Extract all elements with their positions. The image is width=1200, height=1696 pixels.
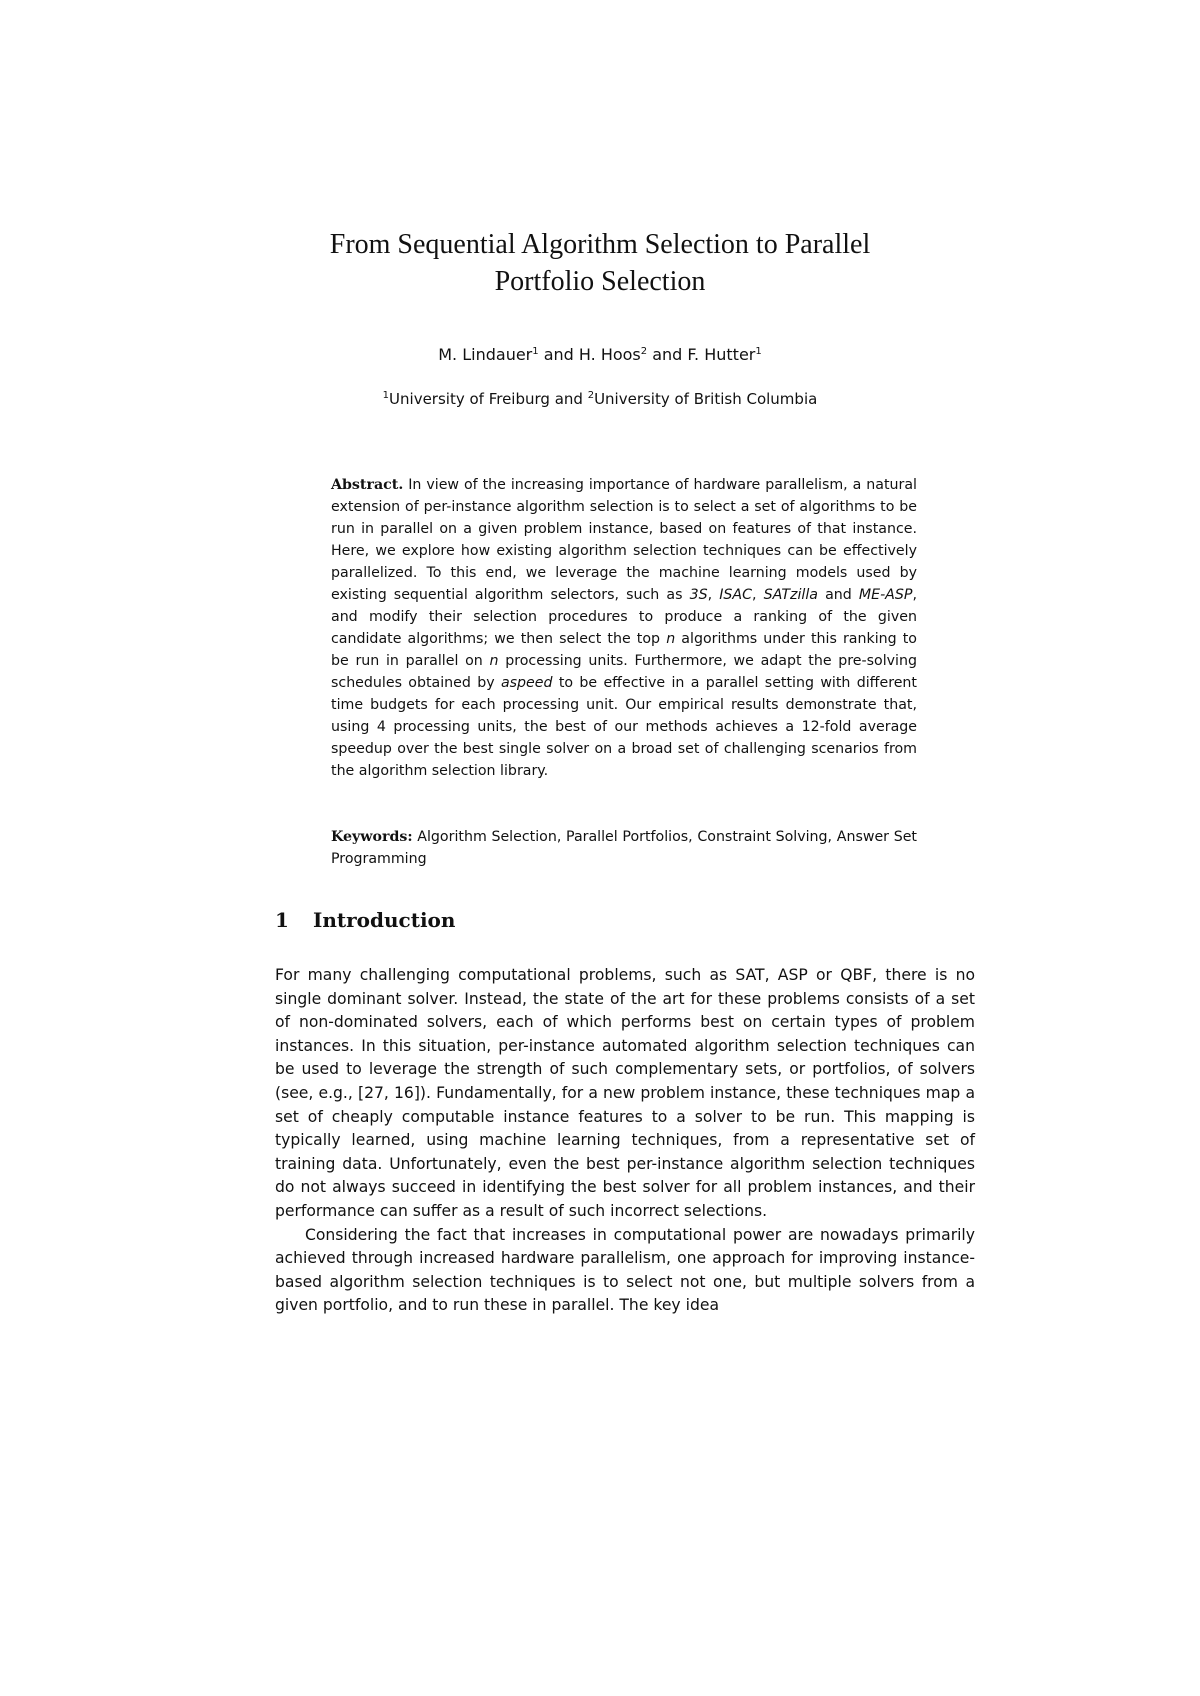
- keywords-text: Algorithm Selection, Parallel Portfolios, Constraint Solving, Answer Set Programming: [331, 829, 917, 867]
- system-name: aspeed: [500, 675, 553, 691]
- author-hoos: and H. Hoos: [538, 345, 641, 364]
- abstract-text: algorithms under this ranking to be run in parallel on: [331, 631, 917, 669]
- author-affiliation-mark: 2: [640, 346, 648, 357]
- abstract-label: Abstract.: [331, 477, 404, 493]
- affiliation-mark: 2: [587, 390, 595, 401]
- section-title: Introduction: [313, 908, 456, 932]
- affiliation-freiburg: University of Freiburg and: [389, 390, 588, 408]
- system-name: ISAC: [719, 587, 753, 603]
- introduction-paragraph-2: Considering the fact that increases in computational power are nowadays primarily achieved through increased hardware parallelism, one approach for improving instance-based algorithm selection techniques is to select not one, but multiple solvers from a given portfolio, and to run these in parallel. The key idea: [275, 1225, 975, 1315]
- section-heading-introduction: [275, 908, 975, 932]
- system-name: 3S: [689, 587, 708, 603]
- introduction-body: [275, 964, 975, 1318]
- introduction-paragraph-1: For many challenging computational problems, such as SAT, ASP or QBF, there is no single dominant solver. Instead, the state of the art for these problems consists of a set of non-dominated solvers, each of which performs best on certain types of problem instances. In this situation, per-instance automated algorithm selection techniques can be used to leverage the strength of such complementary sets, or portfolios, of solvers (see, e.g., [27, 16]). Fundamentally, for a new problem instance, these techniques map a set of cheaply computable instance features to a solver to be run. This mapping is typically learned, using machine learning techniques, from a representative set of training data. Unfortunately, even the best per-instance algorithm selection techniques do not always succeed in identifying the best solver for all problem instances, and their performance can suffer as a result of such incorrect selections.: [275, 966, 975, 1220]
- affiliation-ubc: University of British Columbia: [594, 390, 818, 408]
- title-line-1: From Sequential Algorithm Selection to Parallel: [329, 229, 871, 260]
- author-lindauer: M. Lindauer: [438, 345, 533, 364]
- math-variable: n: [489, 653, 499, 669]
- abstract-text: and: [817, 587, 859, 603]
- system-name: SATzilla: [763, 587, 818, 603]
- section-number: 1: [275, 908, 289, 932]
- affiliation-mark: 1: [382, 390, 390, 401]
- abstract: [331, 474, 917, 782]
- system-name: ME-ASP: [858, 587, 913, 603]
- abstract-text: ,: [707, 587, 720, 603]
- author-list: [200, 344, 1000, 366]
- abstract-text: to be effective in a parallel setting with different time budgets for each processing unit. Our empirical results demonstrate that, using 4 processing units, the best of our methods achieves a 12-fold average speedup over the best single solver on a broad set of challenging scenarios from the algorithm selection library.: [331, 675, 917, 779]
- title-line-2: Portfolio Selection: [494, 266, 706, 297]
- paper-title: [200, 226, 1000, 300]
- abstract-text: ,: [752, 587, 764, 603]
- abstract-text: , and modify their selection procedures to produce a ranking of the given candidate algorithms; we then select the top: [331, 587, 917, 647]
- affiliations: [200, 389, 1000, 409]
- math-variable: n: [666, 631, 676, 647]
- author-affiliation-mark: 1: [755, 346, 762, 357]
- keywords-label: Keywords:: [331, 829, 413, 845]
- abstract-text: processing units. Furthermore, we adapt the pre-solving schedules obtained by: [331, 653, 917, 691]
- author-hutter: and F. Hutter: [647, 345, 756, 364]
- author-affiliation-mark: 1: [532, 346, 539, 357]
- keywords: [331, 826, 917, 870]
- abstract-text: In view of the increasing importance of hardware parallelism, a natural extension of per-instance algorithm selection is to select a set of algorithms to be run in parallel on a given problem instance, based on features of that instance. Here, we explore how existing algorithm selection techniques can be effectively parallelized. To this end, we leverage the machine learning models used by existing sequential algorithm selectors, such as: [331, 477, 917, 603]
